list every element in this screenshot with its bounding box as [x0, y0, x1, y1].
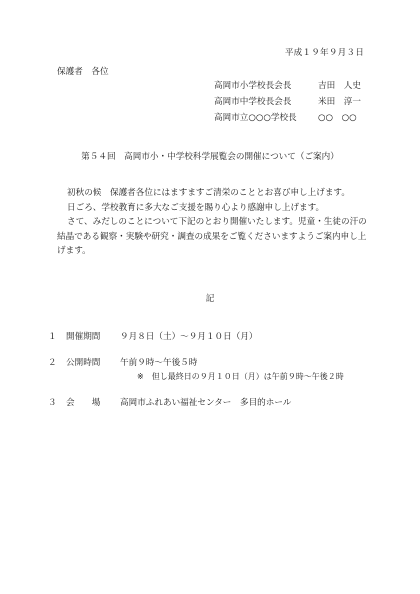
item-value: 高岡市ふれあい福祉センター 多目的ホール: [120, 398, 292, 408]
issue-date: 平成１９年９月３日: [284, 48, 364, 58]
sender-line: [214, 110, 361, 126]
item-number: ２: [48, 358, 57, 368]
item-label: 開催期間: [66, 332, 101, 342]
details-list: [48, 330, 344, 410]
item-note: ※ 但し最終日の９月１０日（月）は午前９時～午後２時: [137, 372, 344, 381]
item-label: 公開時間: [66, 358, 101, 368]
item-number: ３: [48, 398, 57, 408]
sender-org: 高岡市小学校長会長: [214, 81, 292, 91]
document-title: 第５４回 高岡市小・中学校科学展覧会の開催について（ご案内）: [81, 152, 339, 162]
body-paragraph: さて、みだしのことについて下記のとおり開催いたします。児童・生徒の汗の結晶である観察・実験や研究・調査の成果をご覧くださいますようご案内申し上げます。: [57, 217, 367, 256]
sender-name: 吉田 人史: [318, 81, 361, 91]
detail-item: [48, 330, 344, 344]
ki-heading: 記: [205, 294, 215, 304]
body-text: [57, 186, 372, 259]
item-number: １: [48, 332, 57, 342]
item-value: ９月８日（土）～９月１０日（月）: [120, 332, 258, 342]
detail-item: [48, 356, 344, 370]
sender-line: [214, 94, 361, 110]
sender-block: [214, 78, 361, 126]
sender-name: ○○ ○○: [318, 113, 357, 123]
body-paragraph: 日ごろ、学校教育に多大なご支援を賜り心より感謝申し上げます。: [67, 202, 325, 213]
addressee: 保護者 各位: [57, 67, 109, 77]
sender-line: [214, 78, 361, 94]
sender-org: 高岡市中学校長会長: [214, 97, 292, 107]
sender-org: 高岡市立○○○学校長: [214, 113, 297, 123]
sender-name: 米田 淳一: [318, 97, 361, 107]
item-value: 午前９時～午後５時: [120, 358, 198, 368]
detail-item: [48, 396, 344, 410]
body-paragraph: 初秋の候 保護者各位にはますますご清栄のこととお喜び申し上げます。: [67, 188, 350, 198]
item-label: 会 場: [66, 398, 101, 408]
